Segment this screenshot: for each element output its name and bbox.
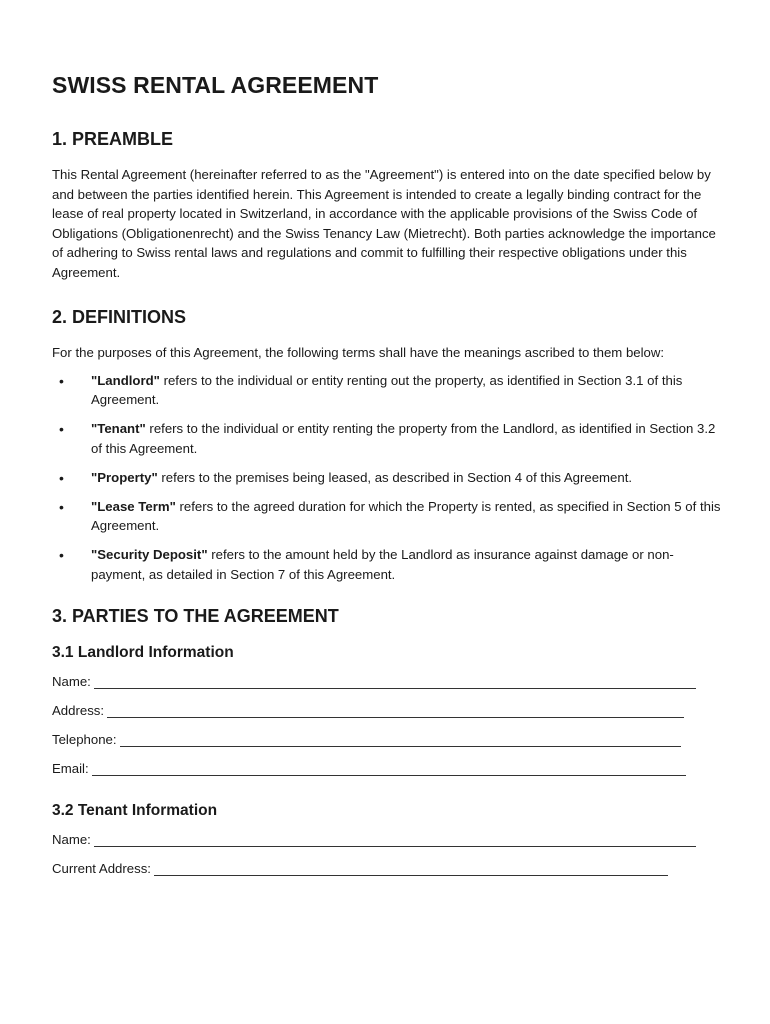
- tenant-name-row: [52, 830, 722, 850]
- definitions-list: [52, 371, 722, 585]
- document-title: SWISS RENTAL AGREEMENT: [52, 72, 379, 98]
- preamble-heading: 1. PREAMBLE: [52, 129, 174, 149]
- landlord-name-field[interactable]: [94, 674, 696, 689]
- landlord-telephone-row: [52, 730, 722, 750]
- definition-term: "Property": [91, 469, 158, 485]
- list-item: [52, 371, 722, 410]
- document-page: [52, 70, 722, 888]
- landlord-telephone-field[interactable]: [120, 732, 681, 747]
- definition-term: "Lease Term": [91, 498, 176, 514]
- definitions-section: [52, 305, 722, 584]
- tenant-name-label: Name:: [52, 832, 91, 847]
- bullet-icon: •: [59, 372, 64, 389]
- tenant-current-address-row: [52, 859, 722, 879]
- list-item: [52, 419, 722, 458]
- list-item: [52, 468, 722, 488]
- definition-text: refers to the individual or entity renting out the property, as identified in Section 3.1 of this Agreement.: [91, 372, 683, 407]
- definition-text: refers to the premises being leased, as described in Section 4 of this Agreement.: [157, 469, 633, 485]
- bullet-icon: •: [59, 547, 64, 563]
- definition-term: "Landlord": [91, 372, 160, 388]
- landlord-name-label: Name:: [52, 674, 91, 689]
- definition-term: "Security Deposit": [91, 547, 208, 562]
- bullet-icon: •: [59, 469, 64, 486]
- landlord-email-label: Email:: [52, 761, 89, 776]
- landlord-address-row: [52, 701, 722, 721]
- tenant-current-address-field[interactable]: [154, 861, 668, 876]
- list-item: [52, 545, 722, 584]
- definition-text: refers to the agreed duration for which the Property is rented, as specified in Section 5 of this Agreement.: [91, 498, 721, 533]
- landlord-info-heading: 3.1 Landlord Information: [52, 644, 234, 661]
- preamble-section: [52, 127, 722, 282]
- bullet-icon: •: [59, 498, 64, 515]
- tenant-info-heading: 3.2 Tenant Information: [52, 802, 218, 819]
- parties-heading: 3. PARTIES TO THE AGREEMENT: [52, 606, 339, 626]
- landlord-email-row: [52, 759, 722, 779]
- parties-section: [52, 604, 722, 879]
- landlord-telephone-label: Telephone:: [52, 732, 117, 747]
- landlord-name-row: [52, 672, 722, 692]
- definition-text: refers to the amount held by the Landlord as insurance against damage or non-payment, as detailed in Section 7 of this Agreement.: [91, 547, 674, 582]
- landlord-address-field[interactable]: [107, 703, 684, 718]
- tenant-current-address-label: Current Address:: [52, 861, 151, 876]
- preamble-text: This Rental Agreement (hereinafter referred to as the "Agreement") is entered into on the date specified below by and between the parties identified herein. This Agreement is intended to create a legally binding contract for the lease of real property located in Switzerland, in accordance with the applicable provisions of the Swiss Code of Obligations (Obligationenrecht) and the Swiss Tenancy Law (Mietrecht). Both parties acknowledge the importance of adhering to Swiss rental laws and regulations and commit to fulfilling their respective obligations under this Agreement.: [52, 167, 716, 280]
- landlord-address-label: Address:: [52, 703, 105, 718]
- definition-term: "Tenant": [91, 421, 146, 436]
- definition-text: refers to the individual or entity renting the property from the Landlord, as identified in Section 3.2 of this Agreement.: [91, 421, 716, 456]
- definitions-heading: 2. DEFINITIONS: [52, 307, 187, 327]
- landlord-email-field[interactable]: [92, 761, 686, 776]
- tenant-name-field[interactable]: [94, 832, 696, 847]
- list-item: [52, 497, 722, 536]
- definitions-intro: For the purposes of this Agreement, the following terms shall have the meanings ascribed to them below:: [52, 345, 665, 360]
- bullet-icon: •: [59, 421, 64, 437]
